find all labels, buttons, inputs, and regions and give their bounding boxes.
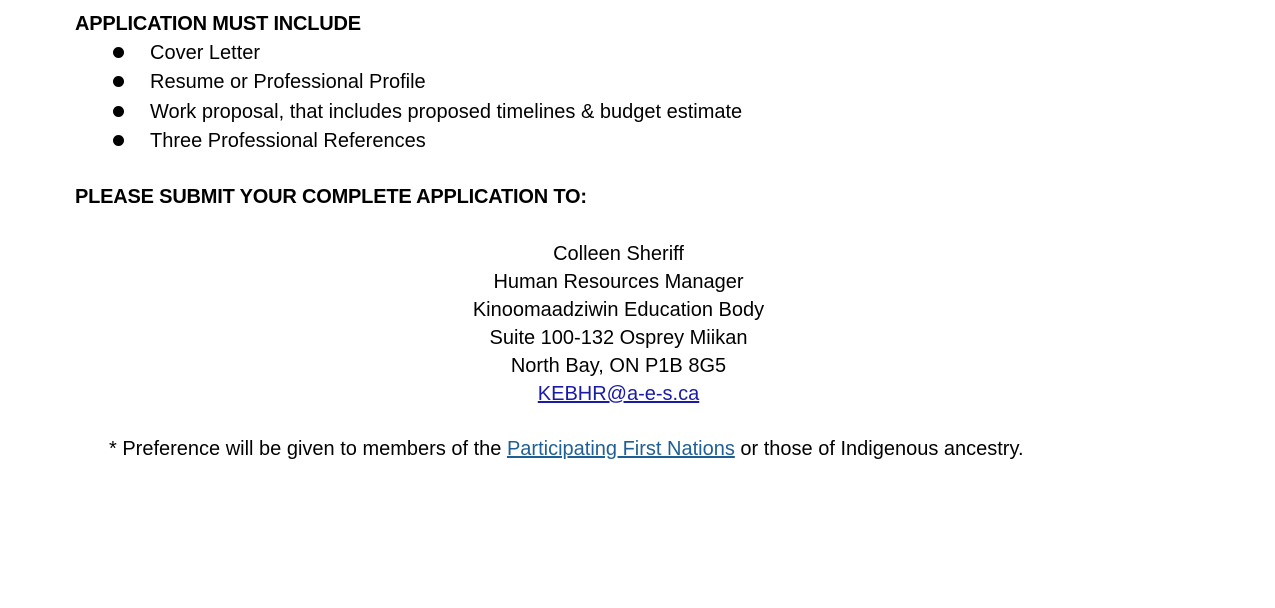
contact-email-link[interactable]: KEBHR@a-e-s.ca bbox=[537, 383, 700, 405]
requirement-text: Resume or Professional Profile bbox=[150, 71, 426, 94]
contact-title: Human Resources Manager bbox=[493, 271, 744, 293]
bullet-icon bbox=[113, 47, 124, 58]
requirement-text: Work proposal, that includes proposed timelines & budget estimate bbox=[150, 100, 743, 123]
submit-application-heading: PLEASE SUBMIT YOUR COMPLETE APPLICATION TO: bbox=[75, 186, 587, 208]
contact-name: Colleen Sheriff bbox=[553, 243, 684, 265]
contact-organization: Kinoomaadziwin Education Body bbox=[472, 299, 765, 321]
requirement-text: Three Professional References bbox=[150, 129, 426, 152]
bullet-icon bbox=[113, 106, 124, 117]
contact-address-block bbox=[0, 240, 1237, 408]
participating-first-nations-link[interactable]: Participating First Nations bbox=[506, 438, 735, 460]
bullet-icon bbox=[113, 76, 124, 87]
application-requirements-heading: APPLICATION MUST INCLUDE bbox=[75, 13, 361, 35]
preference-note bbox=[109, 437, 1024, 461]
contact-street: Suite 100-132 Osprey Miikan bbox=[489, 327, 748, 349]
note-prefix: * Preference will be given to members of the bbox=[109, 438, 507, 460]
contact-city: North Bay, ON P1B 8G5 bbox=[510, 355, 727, 377]
note-suffix: or those of Indigenous ancestry. bbox=[734, 438, 1024, 460]
requirement-text: Cover Letter bbox=[150, 42, 261, 64]
bullet-icon bbox=[113, 135, 124, 146]
